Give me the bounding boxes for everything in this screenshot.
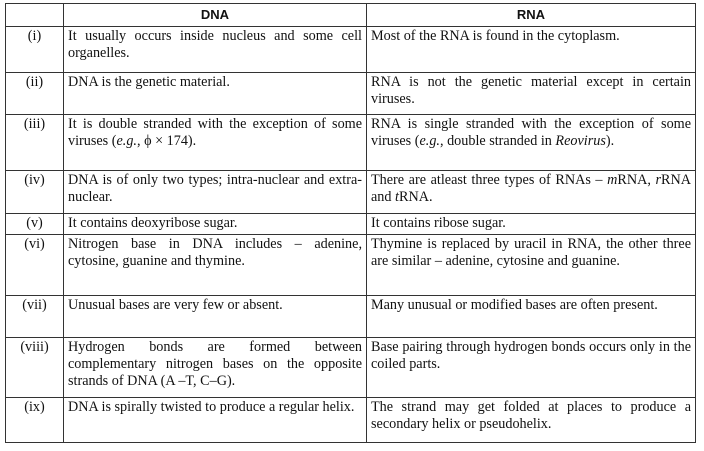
- header-number: [6, 4, 64, 27]
- dna-cell: Hydrogen bonds are formed between complementary nitrogen bases on the opposite strands of DNA (A –T, C–G).: [64, 338, 367, 398]
- table-row: [6, 27, 696, 73]
- rna-cell: The strand may get folded at places to produce a secondary helix or pseudohelix.: [367, 398, 696, 443]
- row-number: (viii): [6, 338, 64, 398]
- rna-cell: Many unusual or modified bases are often present.: [367, 296, 696, 338]
- rna-cell: Thymine is replaced by uracil in RNA, the other three are similar – adenine, cytosine and guanine.: [367, 235, 696, 296]
- rna-cell: Most of the RNA is found in the cytoplasm.: [367, 27, 696, 73]
- table-row: [6, 338, 696, 398]
- dna-cell: DNA is spirally twisted to produce a regular helix.: [64, 398, 367, 443]
- row-number: (v): [6, 214, 64, 235]
- header-dna: DNA: [64, 4, 367, 27]
- table-row: [6, 214, 696, 235]
- row-number: (ix): [6, 398, 64, 443]
- dna-cell: It usually occurs inside nucleus and some cell organelles.: [64, 27, 367, 73]
- dna-cell: Unusual bases are very few or absent.: [64, 296, 367, 338]
- header-rna: RNA: [367, 4, 696, 27]
- dna-cell: DNA is of only two types; intra-nuclear and extra-nuclear.: [64, 171, 367, 214]
- rna-cell: It contains ribose sugar.: [367, 214, 696, 235]
- row-number: (vi): [6, 235, 64, 296]
- dna-cell: Nitrogen base in DNA includes – adenine, cytosine, guanine and thymine.: [64, 235, 367, 296]
- dna-cell: It is double stranded with the exception of some viruses (e.g., ϕ × 174).: [64, 115, 367, 171]
- table-row: [6, 398, 696, 443]
- rna-cell: RNA is single stranded with the exception of some viruses (e.g., double stranded in Reovirus).: [367, 115, 696, 171]
- row-number: (ii): [6, 73, 64, 115]
- rna-cell: RNA is not the genetic material except in certain viruses.: [367, 73, 696, 115]
- table-row: [6, 171, 696, 214]
- row-number: (iv): [6, 171, 64, 214]
- table-row: [6, 115, 696, 171]
- dna-rna-comparison-table: [5, 3, 696, 443]
- table-row: [6, 296, 696, 338]
- rna-cell: There are atleast three types of RNAs – mRNA, rRNA and tRNA.: [367, 171, 696, 214]
- table-row: [6, 73, 696, 115]
- row-number: (iii): [6, 115, 64, 171]
- table-row: [6, 235, 696, 296]
- dna-cell: DNA is the genetic material.: [64, 73, 367, 115]
- row-number: (vii): [6, 296, 64, 338]
- rna-cell: Base pairing through hydrogen bonds occurs only in the coiled parts.: [367, 338, 696, 398]
- row-number: (i): [6, 27, 64, 73]
- table-header-row: [6, 4, 696, 27]
- dna-cell: It contains deoxyribose sugar.: [64, 214, 367, 235]
